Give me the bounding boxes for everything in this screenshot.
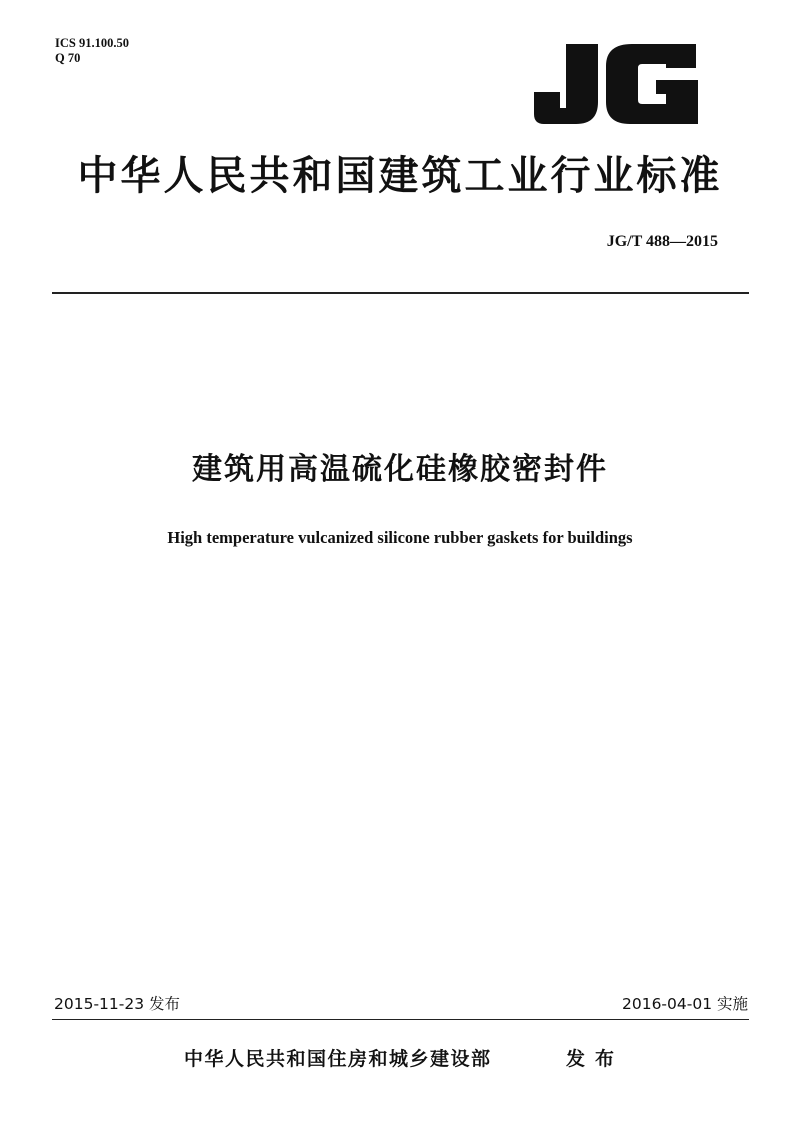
implementation-date: 2016-04-01 实施 <box>621 995 748 1013</box>
jg-logo <box>534 44 698 124</box>
top-divider <box>52 292 749 294</box>
publisher-name: 中华人民共和国住房和城乡建设部 <box>184 1048 492 1070</box>
publish-label: 发布 <box>566 1048 625 1070</box>
classification-codes <box>55 36 129 66</box>
ics-code: ICS 91.100.50 <box>55 36 129 50</box>
standard-number: JG/T 488—2015 <box>606 233 718 250</box>
standard-title-chinese: 建筑用高温硫化硅橡胶密封件 <box>192 452 608 487</box>
standard-title-english: High temperature vulcanized silicone rubber gaskets for buildings <box>167 528 633 547</box>
ccs-code: Q 70 <box>55 51 81 65</box>
standard-category-title: 中华人民共和国建筑工业行业标准 <box>77 153 723 199</box>
logo-letter-g <box>606 44 698 124</box>
bottom-divider <box>52 1019 749 1020</box>
logo-letter-j <box>534 44 598 124</box>
issue-date: 2015-11-23 发布 <box>54 995 181 1013</box>
